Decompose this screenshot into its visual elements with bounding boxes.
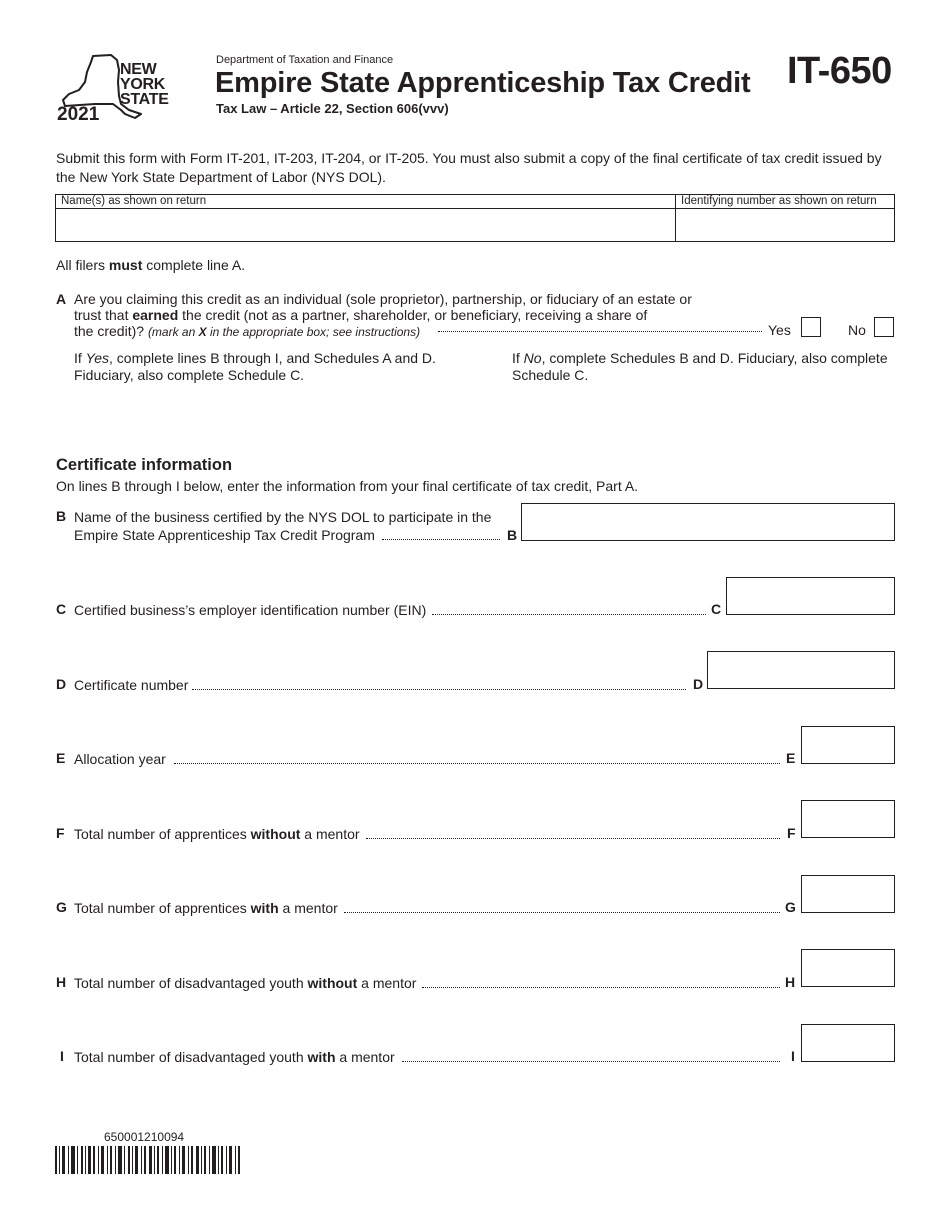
line-g-emphasis: with: [250, 900, 279, 916]
line-i-label: [74, 1048, 395, 1066]
line-g-label: [74, 899, 338, 917]
dot-leader: [174, 763, 780, 764]
line-e-letter: E: [56, 750, 66, 766]
all-filers-note: [56, 257, 245, 273]
line-a-text-part: the credit (not as a partner, shareholder, or beneficiary, receiving a share of: [178, 307, 648, 323]
business-name-field[interactable]: [521, 503, 895, 541]
if-yes-instruction: [74, 350, 474, 384]
line-a-question: [74, 291, 794, 340]
line-h-letter: H: [56, 974, 67, 990]
line-h-end-letter: H: [785, 974, 796, 990]
all-filers-text: complete line A.: [142, 257, 246, 273]
if-yes-text: If: [74, 350, 86, 366]
form-number: IT-650: [787, 50, 892, 92]
dot-leader: [382, 539, 500, 540]
line-f-text: a mentor: [300, 826, 360, 842]
yes-checkbox[interactable]: [801, 317, 821, 337]
line-a-text: [74, 307, 794, 323]
form-title: Empire State Apprenticeship Tax Credit: [215, 67, 751, 99]
line-c-letter: C: [56, 601, 67, 617]
line-a-emphasis: earned: [132, 307, 179, 323]
section-heading: Certificate information: [56, 456, 233, 474]
dot-leader: [192, 689, 686, 690]
line-i-text: Total number of disadvantaged youth: [74, 1049, 308, 1065]
line-f-text: Total number of apprentices: [74, 826, 251, 842]
line-g-letter: G: [56, 899, 67, 915]
apprentices-without-mentor-field[interactable]: [801, 800, 895, 838]
yes-label: Yes: [768, 322, 791, 338]
line-h-emphasis: without: [307, 975, 358, 991]
intro-text: Submit this form with Form IT-201, IT-203, IT-204, or IT-205. You must also submit a copy of the final certificate of tax credit issued by the New York State Department of Labor (NYS DOL).: [56, 150, 882, 185]
line-b-end-letter: B: [507, 527, 518, 543]
dot-leader: [438, 331, 762, 332]
tax-year: 2021: [57, 104, 100, 125]
all-filers-text: All filers: [56, 257, 109, 273]
line-f-letter: F: [56, 825, 65, 841]
line-h-text: a mentor: [357, 975, 417, 991]
if-yes-text: , complete lines B through I, and Schedules A and D. Fiduciary, also complete Schedule C.: [74, 350, 436, 383]
line-b-label: Name of the business certified by the NYS DOL to participate in the: [74, 509, 492, 525]
youth-without-mentor-field[interactable]: [801, 949, 895, 987]
line-a-letter: A: [56, 291, 67, 307]
barcode-number: 650001210094: [104, 1130, 185, 1144]
line-d-letter: D: [56, 676, 67, 692]
dot-leader: [402, 1061, 780, 1062]
if-no-text: , complete Schedules B and D. Fiduciary, also complete Schedule C.: [512, 350, 888, 383]
line-b-letter: B: [56, 508, 67, 524]
line-g-end-letter: G: [785, 899, 796, 915]
line-a-instruction: [148, 325, 420, 339]
ein-field[interactable]: [726, 577, 895, 615]
all-filers-emphasis: must: [108, 257, 143, 273]
line-h-text: Total number of disadvantaged youth: [74, 975, 308, 991]
line-c-end-letter: C: [711, 601, 722, 617]
apprentices-with-mentor-field[interactable]: [801, 875, 895, 913]
name-field[interactable]: [56, 209, 674, 241]
allocation-year-field[interactable]: [801, 726, 895, 764]
department-name: Department of Taxation and Finance: [216, 54, 394, 66]
line-d-label: Certificate number: [74, 677, 189, 693]
if-no-instruction: [512, 350, 902, 384]
line-a-text: Are you claiming this credit as an individual (sole proprietor), partnership, or fiduciary of an estate or: [74, 291, 692, 307]
form-subtitle: Tax Law – Article 22, Section 606(vvv): [216, 101, 449, 116]
dot-leader: [344, 912, 780, 913]
id-label: Identifying number as shown on return: [681, 195, 877, 207]
line-f-emphasis: without: [250, 826, 301, 842]
taxpayer-identification-box: [55, 194, 895, 242]
line-b-label: Empire State Apprenticeship Tax Credit Program: [74, 527, 375, 543]
line-e-label: Allocation year: [74, 751, 166, 767]
no-label: No: [848, 322, 866, 338]
line-i-text: a mentor: [335, 1049, 395, 1065]
dot-leader: [432, 614, 706, 615]
dot-leader: [366, 838, 780, 839]
line-a-note: in the appropriate box; see instructions): [206, 325, 421, 339]
section-subheading: On lines B through I below, enter the information from your final certificate of tax credit, Part A.: [56, 478, 639, 494]
line-i-emphasis: with: [307, 1049, 336, 1065]
if-no-text: If: [512, 350, 524, 366]
line-a-note: (mark an: [147, 325, 199, 339]
line-h-label: [74, 974, 416, 992]
line-e-end-letter: E: [786, 750, 796, 766]
line-i-end-letter: I: [791, 1048, 795, 1064]
name-label: Name(s) as shown on return: [61, 195, 207, 207]
line-f-end-letter: F: [787, 825, 796, 841]
line-c-label: Certified business’s employer identification number (EIN): [74, 602, 427, 618]
line-a-text-part: the credit)?: [74, 323, 145, 339]
line-a-text-part: trust that: [74, 307, 133, 323]
identifying-number-field[interactable]: [676, 209, 894, 241]
if-yes-word: Yes: [85, 350, 110, 366]
youth-with-mentor-field[interactable]: [801, 1024, 895, 1062]
dot-leader: [422, 987, 780, 988]
line-d-end-letter: D: [693, 676, 704, 692]
line-g-text: a mentor: [278, 900, 338, 916]
logo-wordmark: NEW YORK STATE: [120, 61, 169, 108]
if-no-word: No: [523, 350, 542, 366]
line-i-letter: I: [60, 1048, 64, 1064]
barcode-icon: [55, 1146, 240, 1174]
line-f-label: [74, 825, 360, 843]
line-g-text: Total number of apprentices: [74, 900, 251, 916]
certificate-number-field[interactable]: [707, 651, 895, 689]
no-checkbox[interactable]: [874, 317, 894, 337]
line-a-note-x: X: [198, 325, 207, 339]
